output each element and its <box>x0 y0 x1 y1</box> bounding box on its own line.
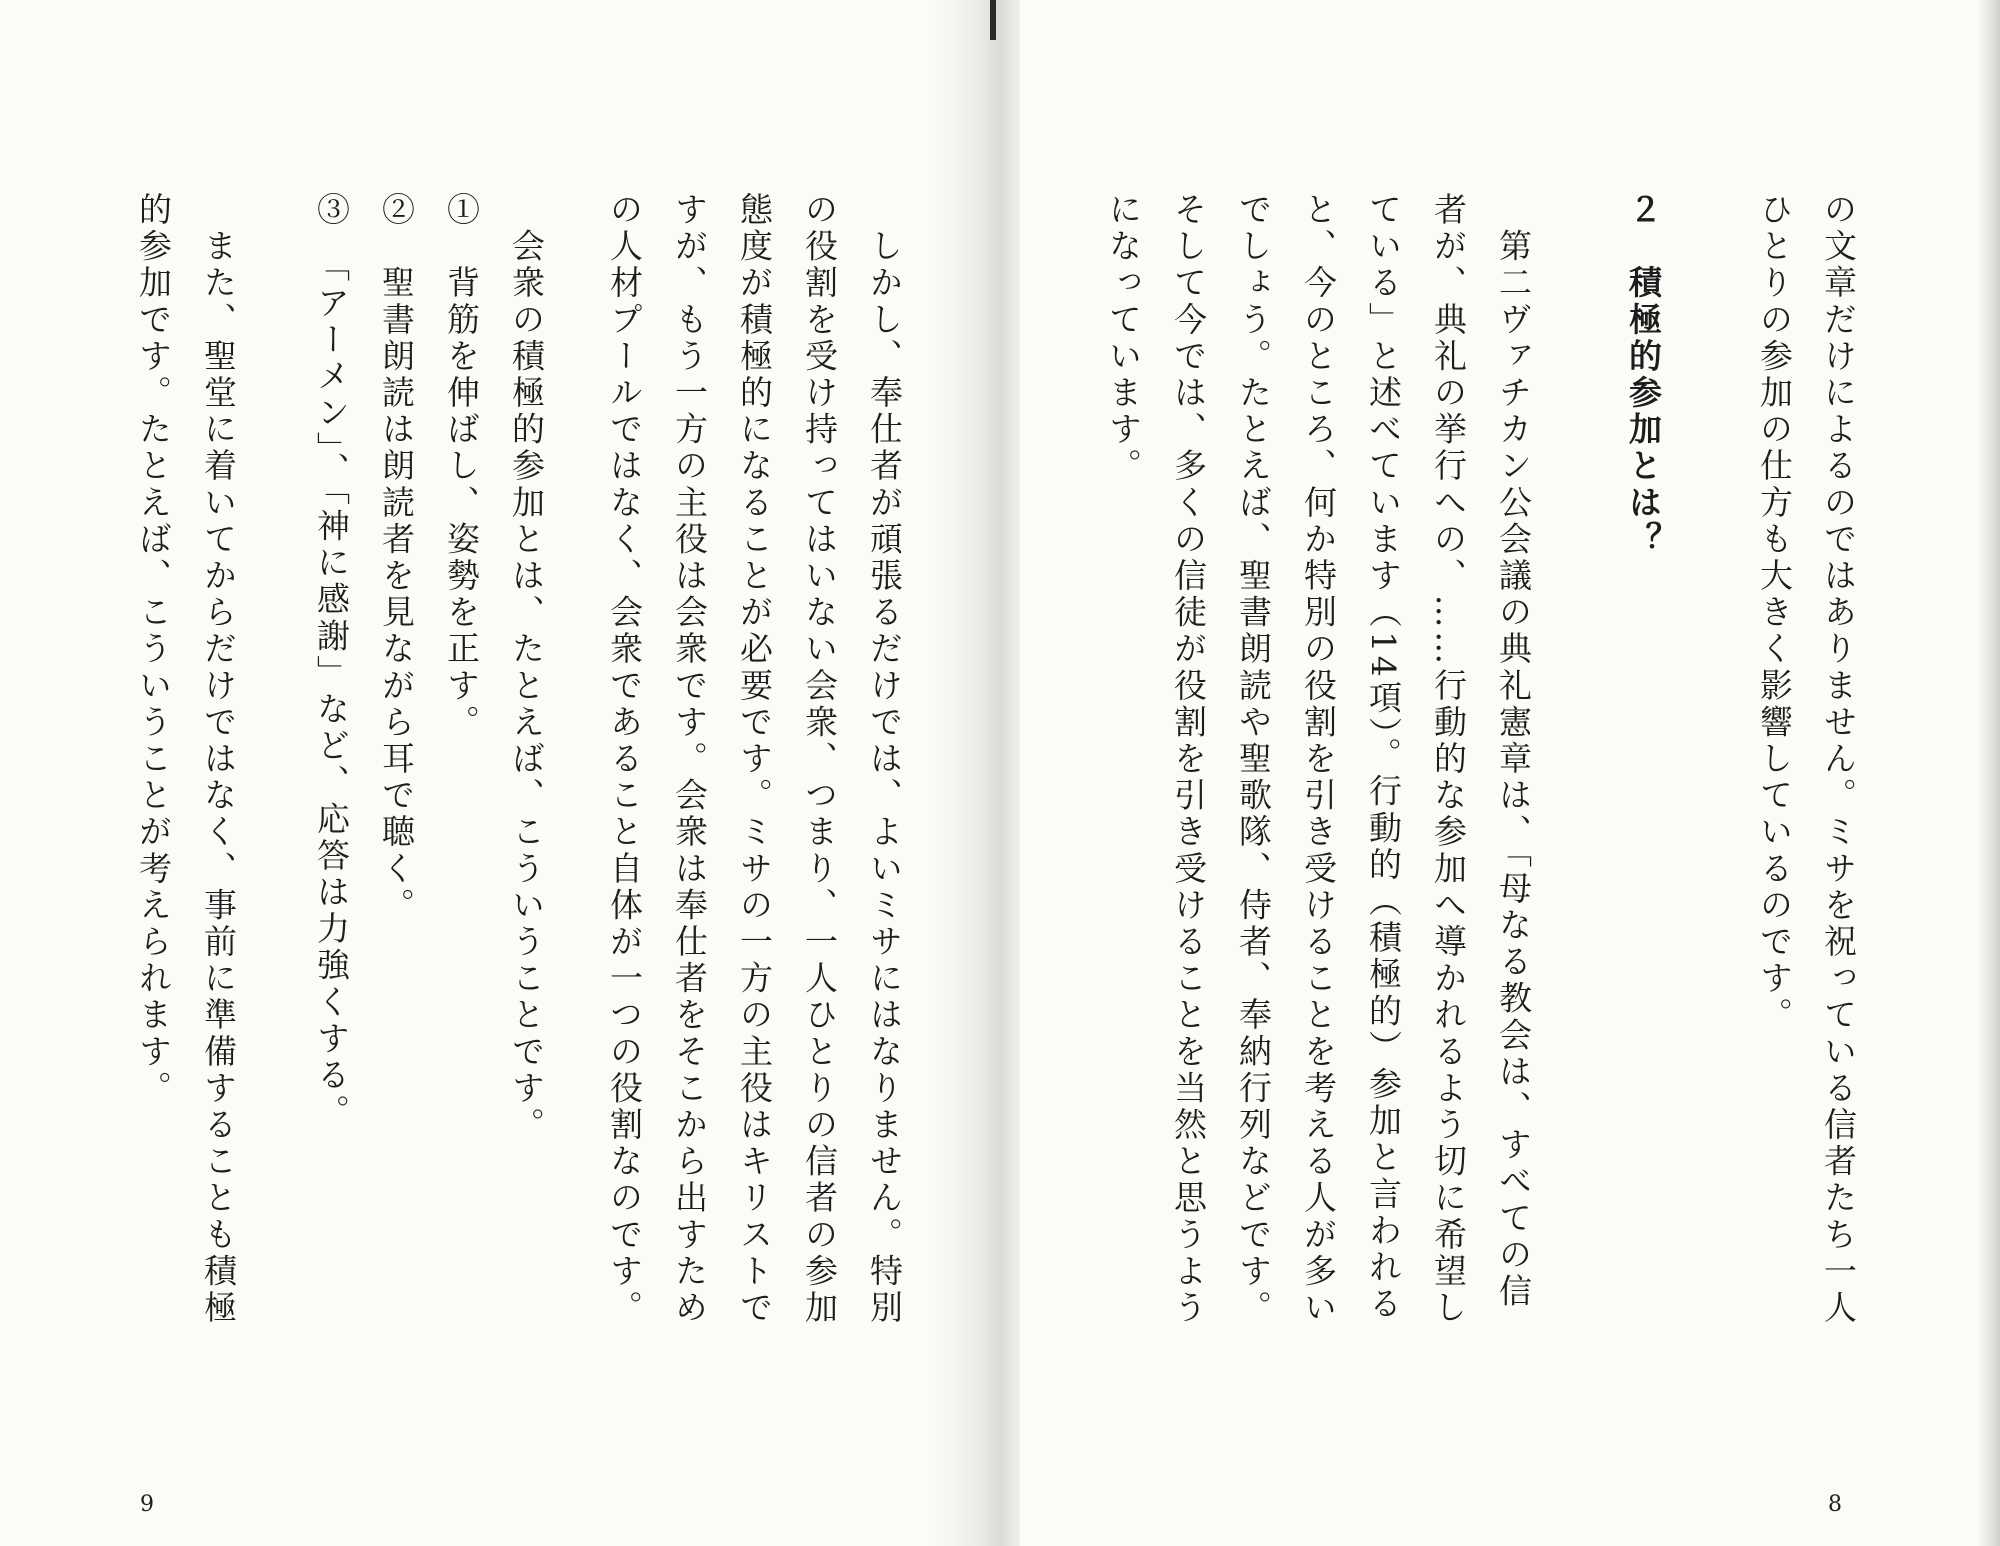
text-line: しかし、奉仕者が頑張るだけでは、よいミサにはなりません。特別 <box>865 192 904 1327</box>
numbered-item: ③ 「アーメン」、「神に感謝」など、応答は力強くする。 <box>312 192 351 1131</box>
numbered-item: ② 聖書朗読は朗読者を見ながら耳で聴く。 <box>377 192 416 924</box>
text-line: また、聖堂に着いてからだけではなく、事前に準備することも積極 <box>199 192 238 1327</box>
text-line: 者が、典礼の挙行への、……行動的な参加へ導かれるよう切に希望し <box>1429 192 1468 1327</box>
text-line: ひとりの参加の仕方も大きく影響しているのです。 <box>1755 192 1794 1034</box>
text-line: そして今では、多くの信徒が役割を引き受けることを当然と思うよう <box>1169 192 1208 1327</box>
text-line: の人材プールではなく、会衆であること自体が一つの役割なのです。 <box>605 192 644 1327</box>
page-stack-edge <box>1978 0 2000 1546</box>
book-gutter <box>930 0 1020 1546</box>
binding-edge <box>990 0 996 40</box>
text-line: と、今のところ、何か特別の役割を引き受けることを考える人が多い <box>1299 192 1338 1327</box>
text-line: すが、もう一方の主役は会衆です。会衆は奉仕者をそこから出すため <box>670 192 709 1327</box>
numbered-item: ① 背筋を伸ばし、姿勢を正す。 <box>442 192 481 741</box>
page-number-right: 8 <box>1828 1492 1842 1517</box>
text-line: になっています。 <box>1104 192 1143 485</box>
section-heading: ２ 積極的参加とは？ <box>1624 192 1663 558</box>
text-line: の文章だけによるのではありません。ミサを祝っている信者たち一人 <box>1819 192 1858 1327</box>
text-line: 的参加です。たとえば、こういうことが考えられます。 <box>134 192 173 1107</box>
page-number-left: 9 <box>140 1492 154 1517</box>
text-line: 第二ヴァチカン公会議の典礼憲章は、「母なる教会は、すべての信 <box>1494 192 1533 1311</box>
text-line: の役割を受け持ってはいない会衆、つまり、一人ひとりの信者の参加 <box>800 192 839 1327</box>
text-line: 態度が積極的になることが必要です。ミサの一方の主役はキリストで <box>735 192 774 1327</box>
text-line: でしょう。たとえば、聖書朗読や聖歌隊、侍者、奉納行列などです。 <box>1234 192 1273 1327</box>
text-line: 会衆の積極的参加とは、たとえば、こういうことです。 <box>507 192 546 1144</box>
text-line: ている」と述べています（14項）。行動的（積極的）参加と言われる <box>1364 192 1403 1323</box>
